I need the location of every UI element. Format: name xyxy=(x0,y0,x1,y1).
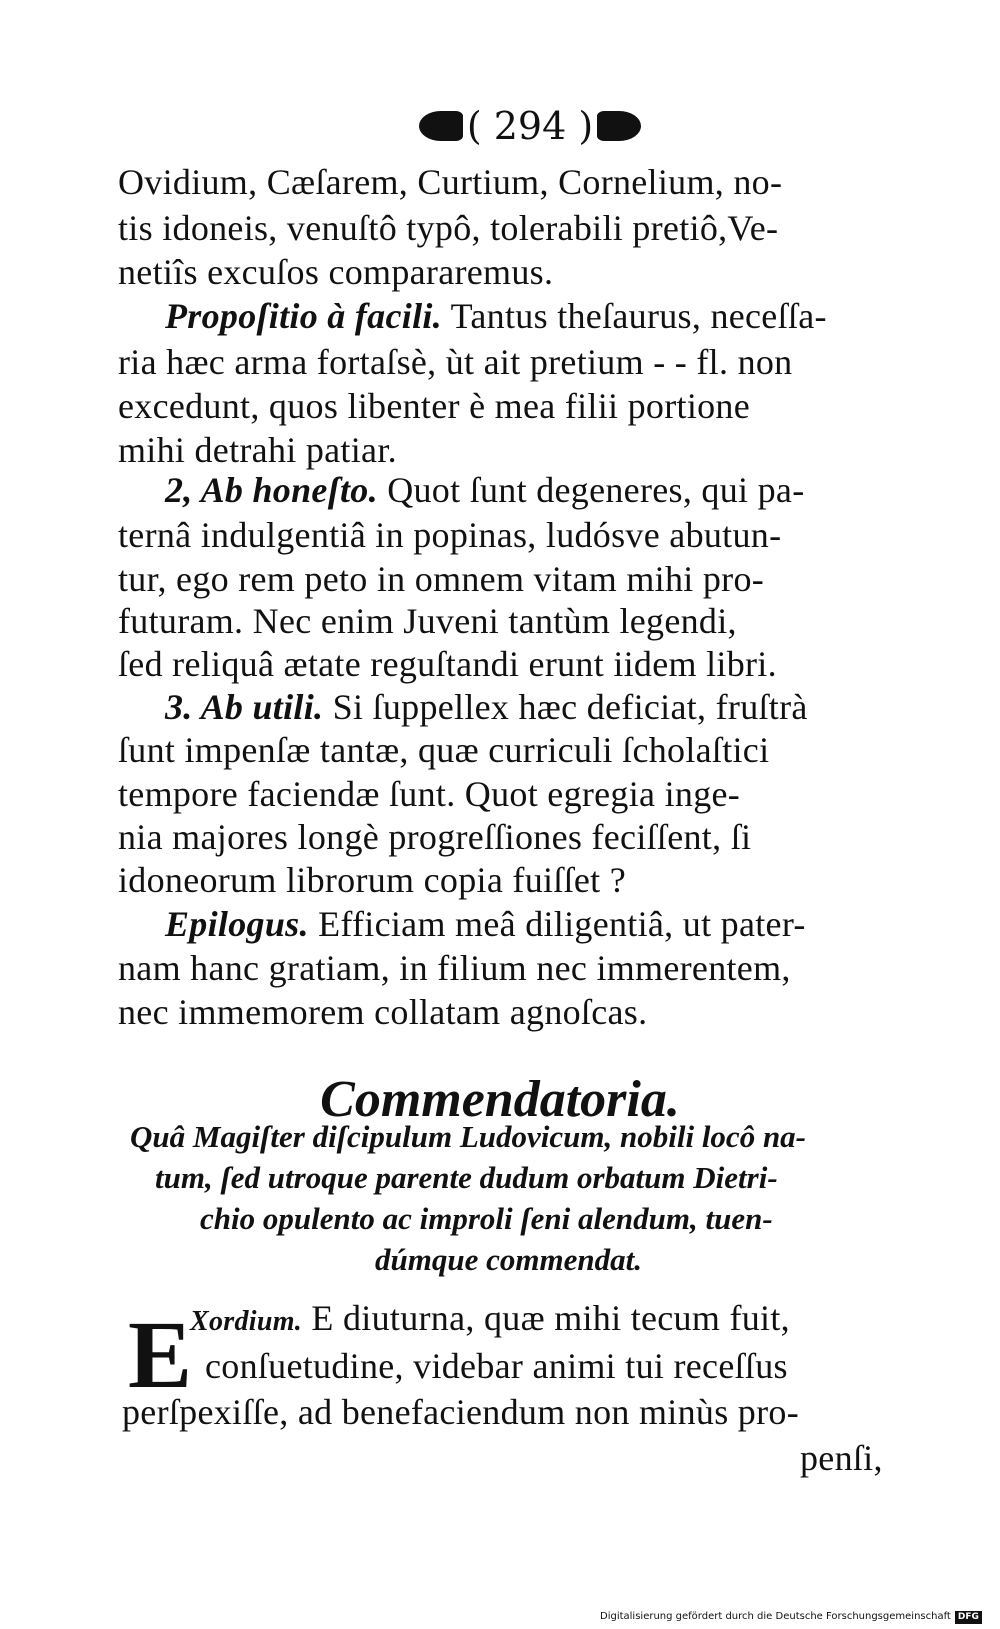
text-line: tempore faciendæ ſunt. Quot egregia inge- xyxy=(118,774,741,814)
text-line: nam hanc gratiam, in filium nec immerentem, xyxy=(118,948,791,988)
text-line: netiîs excuſos compararemus. xyxy=(118,252,554,292)
subtitle-line: tum, ſed utroque parente dudum orbatum Dietri- xyxy=(155,1160,778,1195)
footer-text: Digitalisierung gefördert durch die Deutsche Forschungsgemeinschaft xyxy=(600,1611,951,1622)
text-line xyxy=(165,902,806,946)
text-line: mihi detrahi patiar. xyxy=(118,430,397,470)
text-fragment: Quot ſunt degeneres, qui pa- xyxy=(387,470,805,510)
text-fragment: E diuturna, quæ mihi tecum fuit, xyxy=(311,1298,790,1338)
page-header xyxy=(380,100,680,152)
drop-cap: E xyxy=(128,1301,193,1408)
ornament-right-icon xyxy=(597,111,641,141)
subtitle-line: dúmque commendat. xyxy=(375,1242,642,1277)
text-line: tur, ego rem peto in omnem vitam mihi pro- xyxy=(118,559,765,599)
paragraph-label: Epilogus. xyxy=(165,904,309,944)
text-line xyxy=(165,685,808,729)
subtitle-line: chio opulento ac improli ſeni alendum, tuen- xyxy=(200,1201,773,1236)
text-line xyxy=(165,294,827,338)
paragraph-label: 3. Ab utili. xyxy=(165,687,324,727)
catchword: penſi, xyxy=(800,1438,883,1478)
paragraph-label: Propoſitio à facili. xyxy=(165,296,442,336)
subtitle-line: Quâ Magiſter diſcipulum Ludovicum, nobili locô na- xyxy=(130,1119,807,1154)
text-fragment: Si ſuppellex hæc deficiat, fruſtrà xyxy=(332,687,808,727)
text-line: Ovidium, Cæſarem, Curtium, Cornelium, no- xyxy=(118,162,783,202)
text-line: nec immemorem collatam agnoſcas. xyxy=(118,992,648,1032)
text-line: nia majores longè progreſſiones feciſſent, ſi xyxy=(118,817,752,857)
text-line: ternâ indulgentiâ in popinas, ludósve abutun- xyxy=(118,515,782,555)
digitization-footer xyxy=(600,1609,982,1625)
dfg-logo: DFG xyxy=(955,1611,982,1624)
text-fragment: Efficiam meâ diligentiâ, ut pater- xyxy=(318,904,806,944)
paragraph-label: Xordium. xyxy=(190,1306,303,1337)
text-line: ſed reliquâ ætate reguſtandi erunt iidem libri. xyxy=(118,644,777,684)
text-line: ſunt impenſæ tantæ, quæ curriculi ſcholaſtici xyxy=(118,730,770,770)
text-line xyxy=(190,1296,790,1344)
text-line: perſpexiſſe, ad benefaciendum non minùs pro- xyxy=(122,1392,799,1432)
text-line: conſuetudine, videbar animi tui receſſus xyxy=(205,1346,788,1386)
section-title: Commendatoria. xyxy=(320,1071,680,1128)
text-line: tis idoneis, venuſtô typô, tolerabili pretiô,Ve- xyxy=(118,208,779,248)
text-line: futuram. Nec enim Juveni tantùm legendi, xyxy=(118,601,737,641)
text-line: ria hæc arma fortaſsè, ùt ait pretium - - fl. non xyxy=(118,342,793,382)
text-line xyxy=(165,468,805,512)
text-fragment: Tantus theſaurus, neceſſa- xyxy=(450,296,827,336)
text-line: idoneorum librorum copia fuiſſet ? xyxy=(118,860,627,900)
paragraph-label: 2, Ab honeſto. xyxy=(165,470,378,510)
text-line: excedunt, quos libenter è mea filii portione xyxy=(118,386,751,426)
page-number: ( 294 ) xyxy=(466,104,594,148)
ornament-left-icon xyxy=(419,111,463,141)
